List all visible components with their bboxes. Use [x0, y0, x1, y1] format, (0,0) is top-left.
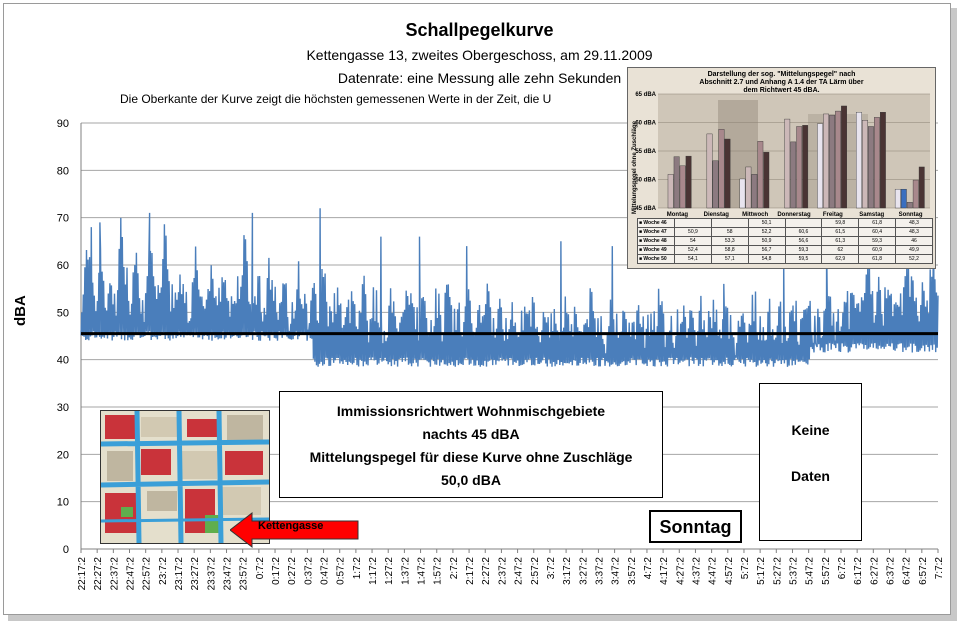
x-tick-label: 22:17:2 [77, 557, 88, 591]
y-tick-label: 40 [56, 354, 69, 367]
x-tick-label: 6:47:2 [901, 557, 913, 585]
inset-table-row [638, 237, 933, 246]
inset-table-cell: 59,8 [822, 219, 859, 228]
x-tick-label: 3:27:2 [578, 557, 590, 585]
inset-bar [740, 179, 745, 208]
inset-bar [686, 156, 691, 208]
x-tick-label: 2:7:2 [448, 557, 460, 580]
y-tick-label: 0 [62, 544, 69, 556]
x-tick-label: 3:37:2 [594, 557, 606, 585]
x-tick-label: 5:27:2 [772, 557, 784, 585]
chart-note: Die Oberkante der Kurve zeigt die höchsten gemessenen Werte in der Zeit, die U [120, 92, 552, 106]
inset-y-tick-label: 50 dBA [635, 177, 656, 184]
inset-bar [874, 117, 879, 208]
weekly-average-inset [627, 67, 936, 269]
inset-table-cell: 56,6 [785, 237, 822, 246]
x-tick-label: 4:17:2 [659, 557, 671, 585]
inset-table-cell: 60,6 [785, 228, 822, 237]
x-tick-label: 22:27:2 [93, 557, 105, 591]
inset-title: Darstellung der sog. "Mittelungspegel" nach Abschnitt 2.7 und Anhang A 1.4 der TA Lärm über dem Richtwert 45 dBA. [699, 71, 864, 94]
x-tick-label: 1:37:2 [400, 557, 412, 585]
inset-table-cell: 54 [675, 237, 712, 246]
y-tick-label: 80 [56, 165, 69, 178]
x-tick-label: 0:57:2 [335, 557, 347, 585]
no-data-line-2: Daten [791, 468, 830, 484]
inset-bar [719, 129, 724, 208]
inset-table-cell: 54,8 [748, 255, 785, 264]
inset-bar [907, 202, 912, 208]
x-tick-label: 23:27:2 [190, 557, 202, 591]
inset-table-cell: 54,1 [675, 255, 712, 264]
immission-line-1: Immissionsrichtwert Wohnmischgebiete [336, 403, 606, 419]
x-tick-label: 2:37:2 [497, 557, 509, 585]
inset-category-label: Montag [666, 212, 689, 218]
inset-bar [901, 189, 906, 208]
inset-bar [880, 112, 885, 208]
x-tick-label: 4:7:2 [642, 557, 654, 580]
inset-table-cell: 50,9 [675, 228, 712, 237]
inset-series-name: ■ Woche 49 [638, 246, 675, 255]
inset-table-row [638, 246, 933, 255]
inset-series-name: ■ Woche 47 [638, 228, 675, 237]
x-tick-label: 4:47:2 [707, 557, 719, 585]
x-tick-label: 6:27:2 [869, 557, 881, 585]
inset-table-cell: 57,1 [711, 255, 748, 264]
inset-category-label: Samstag [859, 212, 885, 218]
inset-table-cell: 50,9 [748, 237, 785, 246]
inset-bar [785, 119, 790, 208]
x-tick-label: 0:27:2 [287, 557, 299, 585]
inset-table-cell: 61,3 [822, 237, 859, 246]
inset-bar [797, 126, 802, 208]
x-tick-label: 4:37:2 [691, 557, 703, 585]
inset-bar [674, 157, 679, 208]
x-tick-label: 5:17:2 [756, 557, 768, 585]
chart-datarate: Datenrate: eine Messung alle zehn Sekunden [337, 70, 622, 86]
inset-bar [868, 126, 873, 208]
x-tick-label: 23:57:2 [238, 557, 250, 591]
y-tick-label: 20 [56, 449, 69, 462]
inset-bar [713, 161, 718, 208]
inset-series-name: ■ Woche 48 [638, 237, 675, 246]
y-tick-label: 60 [56, 260, 69, 272]
inset-table-cell [675, 219, 712, 228]
inset-category-label: Dienstag [703, 212, 729, 218]
inset-bar [823, 114, 828, 208]
immission-line-3: Mittelungspegel für diese Kurve ohne Zuschläge [309, 449, 633, 465]
inset-data-table [637, 218, 933, 264]
inset-category-label: Donnerstag [777, 212, 811, 218]
inset-bar [725, 139, 730, 208]
inset-bar [802, 125, 807, 208]
immission-info-box [279, 391, 663, 498]
inset-table-cell: 58,8 [711, 246, 748, 255]
inset-category-label: Sonntag [898, 212, 923, 218]
inset-category-label: Mittwoch [742, 212, 769, 218]
x-tick-label: 0:47:2 [319, 557, 331, 585]
y-tick-label: 30 [56, 402, 69, 414]
x-tick-label: 23:47:2 [222, 557, 234, 591]
x-tick-label: 3:57:2 [626, 557, 638, 585]
y-tick-label: 70 [56, 212, 69, 225]
inset-table-cell: 61,5 [822, 228, 859, 237]
x-tick-label: 3:7:2 [545, 557, 557, 580]
x-tick-label: 5:57:2 [820, 557, 832, 585]
inset-table-cell: 49,9 [896, 246, 933, 255]
inset-bar [817, 124, 822, 208]
inset-bar [707, 134, 712, 208]
x-tick-label: 22:37:2 [109, 557, 121, 591]
x-tick-label: 0:17:2 [271, 557, 283, 585]
y-tick-label: 90 [56, 118, 69, 130]
x-tick-label: 6:37:2 [885, 557, 897, 585]
inset-table-cell: 53,3 [711, 237, 748, 246]
inset-table-cell: 56,7 [748, 246, 785, 255]
inset-bar [835, 111, 840, 208]
x-tick-label: 2:57:2 [529, 557, 541, 585]
inset-table-cell [711, 219, 748, 228]
inset-bar [841, 106, 846, 208]
x-tick-label: 1:17:2 [368, 557, 380, 585]
inset-series-name: ■ Woche 50 [638, 255, 675, 264]
inset-table-cell: 50,1 [748, 219, 785, 228]
x-tick-label: 0:37:2 [303, 557, 315, 585]
inset-table-cell: 60,9 [859, 246, 896, 255]
inset-table-cell: 59,3 [785, 246, 822, 255]
no-data-box [759, 383, 862, 541]
inset-bar [862, 120, 867, 208]
inset-table-cell: 59,3 [859, 237, 896, 246]
inset-bar [752, 174, 757, 208]
inset-table-cell: 52,4 [675, 246, 712, 255]
inset-y-axis-label: Mittelungspegel ohne Zuschläge [632, 120, 638, 214]
x-tick-label: 23:17:2 [174, 557, 186, 591]
x-tick-label: 5:7:2 [739, 557, 751, 580]
x-tick-label: 5:37:2 [788, 557, 800, 585]
y-tick-label: 50 [56, 307, 69, 320]
inset-y-tick-label: 65 dBA [635, 92, 656, 98]
x-tick-label: 2:47:2 [513, 557, 525, 585]
x-tick-label: 0:7:2 [254, 557, 266, 580]
inset-table-cell: 61,8 [859, 219, 896, 228]
chart-subtitle: Kettengasse 13, zweites Obergeschoss, am 29.11.2009 [306, 47, 653, 63]
inset-bar [829, 115, 834, 208]
inset-bar [668, 174, 673, 208]
inset-bar [895, 189, 900, 208]
inset-bar [764, 152, 769, 208]
inset-bar [791, 142, 796, 208]
x-tick-label: 1:27:2 [384, 557, 396, 585]
inset-table-cell: 52,2 [896, 255, 933, 264]
chart-title: Schallpegelkurve [405, 20, 554, 40]
inset-y-tick-label: 55 dBA [635, 149, 656, 155]
immission-line-2: nachts 45 dBA [422, 426, 520, 442]
inset-table-cell: 62 [822, 246, 859, 255]
x-tick-label: 2:17:2 [465, 557, 477, 585]
y-tick-label: 10 [56, 496, 69, 509]
x-tick-label: 7:7:2 [934, 557, 945, 580]
inset-bar [913, 180, 918, 208]
x-tick-label: 6:7:2 [836, 557, 848, 580]
inset-table-cell: 52,2 [748, 228, 785, 237]
x-tick-label: 4:27:2 [675, 557, 687, 585]
inset-bar [919, 167, 924, 208]
inset-y-tick-label: 60 dBA [635, 120, 656, 127]
inset-series-name: ■ Woche 46 [638, 219, 675, 228]
x-tick-label: 3:17:2 [562, 557, 574, 585]
y-axis-label: dBA [12, 295, 29, 326]
inset-table-cell [785, 219, 822, 228]
inset-table-cell: 46 [896, 237, 933, 246]
x-tick-label: 1:7:2 [351, 557, 363, 580]
inset-table-cell: 59,5 [785, 255, 822, 264]
x-tick-label: 3:47:2 [610, 557, 622, 585]
x-tick-label: 4:57:2 [723, 557, 735, 585]
no-data-line-1: Keine [791, 422, 830, 438]
immission-line-4: 50,0 dBA [441, 472, 501, 488]
inset-y-tick-label: 45 dBA [635, 206, 656, 212]
inset-bar [856, 112, 861, 208]
x-tick-label: 2:27:2 [481, 557, 493, 585]
x-tick-label: 23:7:2 [157, 557, 169, 585]
x-tick-label: 5:47:2 [804, 557, 816, 585]
kettengasse-arrow-label: Kettengasse [258, 520, 324, 532]
x-tick-label: 6:17:2 [853, 557, 865, 585]
inset-table-cell: 60,4 [859, 228, 896, 237]
sunday-label-box: Sonntag [649, 510, 742, 543]
inset-bar [680, 166, 685, 208]
inset-table-cell: 61,8 [859, 255, 896, 264]
inset-table-row [638, 228, 933, 237]
x-tick-label: 22:47:2 [125, 557, 137, 591]
inset-category-label: Freitag [822, 212, 843, 218]
x-tick-label: 6:57:2 [917, 557, 929, 585]
inset-table-cell: 48,3 [896, 228, 933, 237]
x-tick-label: 22:57:2 [141, 557, 153, 591]
inset-table-cell: 62,9 [822, 255, 859, 264]
inset-table-cell: 58 [711, 228, 748, 237]
inset-table-row [638, 219, 933, 228]
inset-table-row [638, 255, 933, 264]
x-tick-label: 1:47:2 [416, 557, 428, 585]
x-tick-label: 1:57:2 [432, 557, 444, 585]
inset-table-cell: 48,3 [896, 219, 933, 228]
inset-bar [758, 141, 763, 208]
inset-bar [746, 167, 751, 208]
x-tick-label: 23:37:2 [206, 557, 218, 591]
